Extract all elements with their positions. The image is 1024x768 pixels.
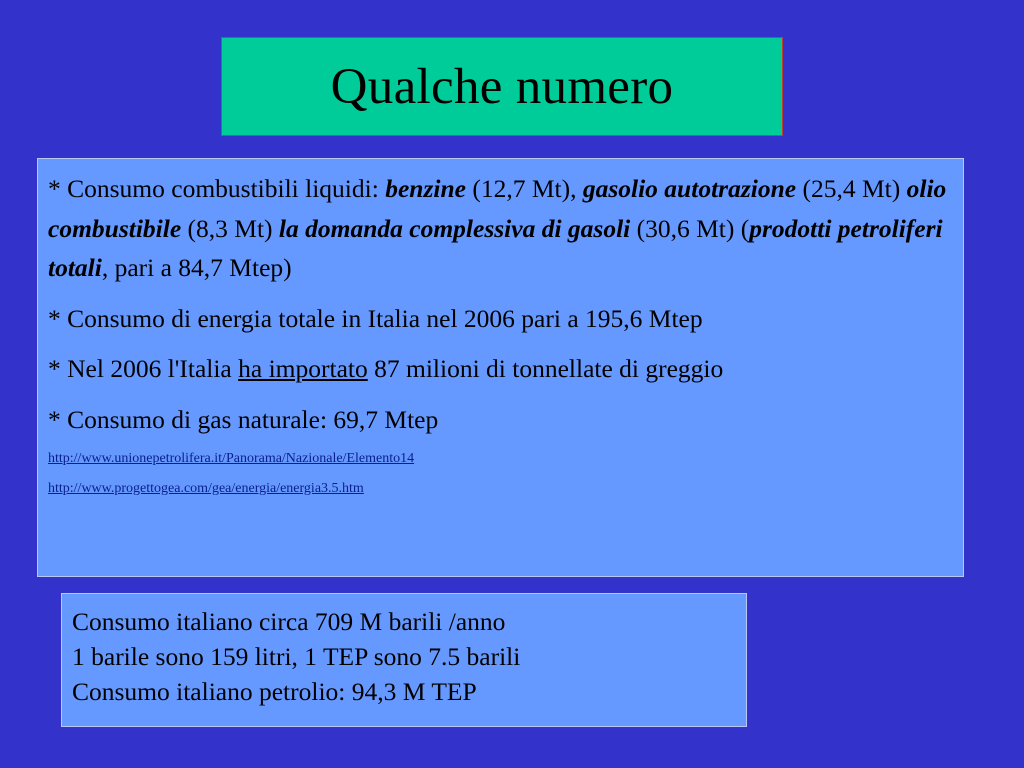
- p1-prodotti: prodotti petroliferi totali: [48, 213, 943, 282]
- total-energy-consumption-paragraph: * Consumo di energia totale in Italia nel 2006 pari a 195,6 Mtep: [48, 303, 703, 333]
- natural-gas-consumption-paragraph: * Consumo di gas naturale: 69,7 Mtep: [48, 404, 439, 434]
- p1-prodotti-value: , pari a 84,7 Mtep): [101, 253, 292, 282]
- p1-benzine: benzine: [385, 174, 466, 203]
- p1-domanda-value: (30,6 Mt) (: [630, 213, 750, 243]
- p1-domanda: la domanda complessiva di gasoli: [278, 213, 631, 243]
- p3-prefix: * Nel 2006 l'Italia: [48, 354, 239, 383]
- note-line: Consumo italiano petrolio: 94,3 M TEP: [72, 677, 477, 706]
- main-content-box: [37, 158, 964, 577]
- crude-import-paragraph: [48, 349, 953, 389]
- note-line: Consumo italiano circa 709 M barili /anno: [72, 607, 506, 636]
- source-link-line-1: [48, 450, 953, 468]
- source-link-line-2: [48, 480, 953, 498]
- p3-suffix: 87 milioni di tonnellate di greggio: [367, 354, 724, 383]
- note-line: 1 barile sono 159 litri, 1 TEP sono 7.5 barili: [72, 642, 521, 671]
- slide-title: Qualche numero: [330, 58, 674, 115]
- unionepetrolifera-link[interactable]: http://www.unionepetrolifera.it/Panorama/Nazionale/Elemento14: [48, 451, 415, 466]
- note-box: [61, 593, 747, 727]
- p1-gasolio: gasolio autotrazione: [582, 174, 797, 203]
- p3-underlined: ha importato: [238, 354, 368, 383]
- title-box: [221, 37, 783, 136]
- p1-prefix: * Consumo combustibili liquidi:: [48, 174, 386, 203]
- liquid-fuel-consumption-paragraph: [48, 169, 953, 288]
- p1-olio-value: (8,3 Mt): [181, 213, 279, 243]
- p1-olio: olio combustibile: [48, 174, 947, 243]
- progettogea-link[interactable]: http://www.progettogea.com/gea/energia/energia3.5.htm: [48, 481, 364, 496]
- p1-gasolio-value: (25,4 Mt): [796, 174, 907, 203]
- p1-benzine-value: (12,7 Mt),: [465, 174, 583, 203]
